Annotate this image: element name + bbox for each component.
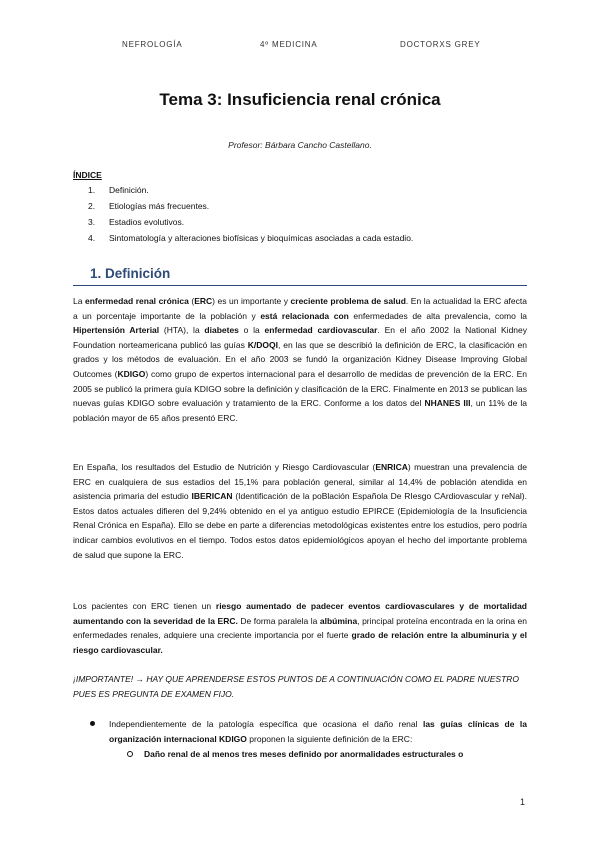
section-title: Definición: [105, 266, 171, 281]
paragraph-cardiovascular-risk: Los pacientes con ERC tienen un riesgo aumentado de padecer eventos cardiovasculares y de mortalidad aumentando con la severidad de la ERC. De forma paralela la albúmina, principal proteína encontrada en la orina en enfermedades renales, adquiere una creciente importancia por el fuerte grado de relación entre la albuminuria y el riesgo cardiovascular.: [73, 601, 527, 655]
list-item: [90, 717, 527, 746]
index-item: 4. Sintomatología y alteraciones biofísicas y bioquímicas asociadas a cada estadio.: [88, 233, 414, 243]
page-number: 1: [520, 797, 526, 807]
sub-bullet-text: Daño renal de al menos tres meses definido por anormalidades estructurales o: [144, 749, 464, 759]
index-item: 1. Definición.: [88, 185, 149, 195]
bold-run: KDIGO: [117, 368, 146, 379]
professor-line: Profesor: Bárbara Cancho Castellano.: [228, 140, 372, 150]
bold-run: diabetes: [204, 325, 239, 336]
bold-run: riesgo aumentado de padecer eventos cardiovasculares y de mortalidad aumentando con la severidad de la ERC.: [73, 601, 527, 626]
section-divider: [73, 285, 527, 286]
circle-bullet-icon: [127, 751, 133, 757]
header-subject: NEFROLOGÍA: [122, 40, 183, 49]
bold-run: ENRICA: [375, 462, 408, 472]
header-author: DOCTORXS GREY: [400, 40, 481, 49]
paragraph-spain-data: En España, los resultados del Estudio de Nutrición y Riesgo Cardiovascular (ENRICA) muestran una prevalencia de ERC en cualquiera de sus estadios del 15,1% para población general, similar al 14,4% de población atendida en asistencia primaria del estudio IBERICAN (Identificación de la poBlación Española De RIesgo CArdiovascular y reNal). Estos datos actuales difieren del 9,24% obtenido en el ya antiguo estudio EPIRCE (Epidemiología de la Insuficiencia Renal Crónica en España). Ello se debe en parte a diferencias metodológicas existentes entre los estudios, pero podría indicar cambios evolutivos en el tiempo. Todos estos datos epidemiológicos apoyan el hecho del importante problema de salud que supone la ERC.: [73, 462, 528, 560]
bold-run: NHANES III: [424, 398, 471, 409]
index-item: 2. Etiologías más frecuentes.: [88, 201, 210, 211]
bold-run: creciente problema de salud: [290, 296, 406, 306]
sub-list-item: [127, 747, 527, 762]
bold-run: enfermedad renal crónica: [85, 296, 189, 306]
bold-run: grado de relación entre la albuminuria y el riesgo cardiovascular.: [73, 630, 527, 655]
bold-run: está relacionada con: [260, 310, 349, 321]
bold-run: albúmina: [319, 615, 358, 626]
bold-run: K/DOQI: [247, 339, 278, 350]
bold-run: Hipertensión Arterial: [73, 325, 160, 336]
bullet-text: Independientemente de la patología específica que ocasiona el daño renal las guías clínicas de la organización internacional KDIGO proponen la siguiente definición de la ERC:: [109, 719, 527, 744]
bold-run: las guías clínicas de la organización internacional KDIGO: [109, 719, 527, 744]
index-item: 3. Estadios evolutivos.: [88, 217, 185, 227]
header-course: 4º MEDICINA: [260, 40, 318, 49]
bold-run: IBERICAN: [191, 491, 233, 502]
paragraph-definition: La enfermedad renal crónica (ERC) es un importante y creciente problema de salud. En la actualidad la ERC afecta a un porcentaje importante de la población y está relacionada con enfermedades de alta prevalencia, como la Hipertensión Arterial (HTA), la diabetes o la enfermedad cardiovascular. En el año 2002 la National Kidney Foundation norteamericana publicó las guías K/DOQI, en las que se describió la definición de ERC, la clasificación en grados y los métodos de evaluación. En el año 2003 se fundó la organización Kidney Disease Improving Global Outcomes (KDIGO) como grupo de expertos internacional para el desarrollo de medidas de prevención de la ERC. En 2005 se publicó la primera guía KDIGO sobre la definición y clasificación de la ERC. Finalmente en 2013 se publican las nuevas guías KDIGO sobre evaluación y tratamiento de la ERC. Conforme a los datos del NHANES III, un 11% de la población mayor de 65 años presentó ERC.: [73, 296, 528, 423]
bullet-icon: [90, 721, 95, 726]
index-list: [88, 182, 413, 246]
bold-run: enfermedad cardiovascular: [264, 325, 378, 336]
index-label: ÍNDICE: [73, 170, 102, 180]
section-number: 1.: [90, 266, 102, 281]
important-notice: ¡IMPORTANTE! → HAY QUE APRENDERSE ESTOS PUNTOS DE A CONTINUACIÓN COMO EL PADRE NUESTRO PUES ES PREGUNTA DE EXAMEN FIJO.: [73, 674, 520, 699]
section-heading: [90, 266, 170, 281]
page-title: Tema 3: Insuficiencia renal crónica: [159, 90, 441, 109]
bold-run: ERC: [194, 296, 213, 306]
